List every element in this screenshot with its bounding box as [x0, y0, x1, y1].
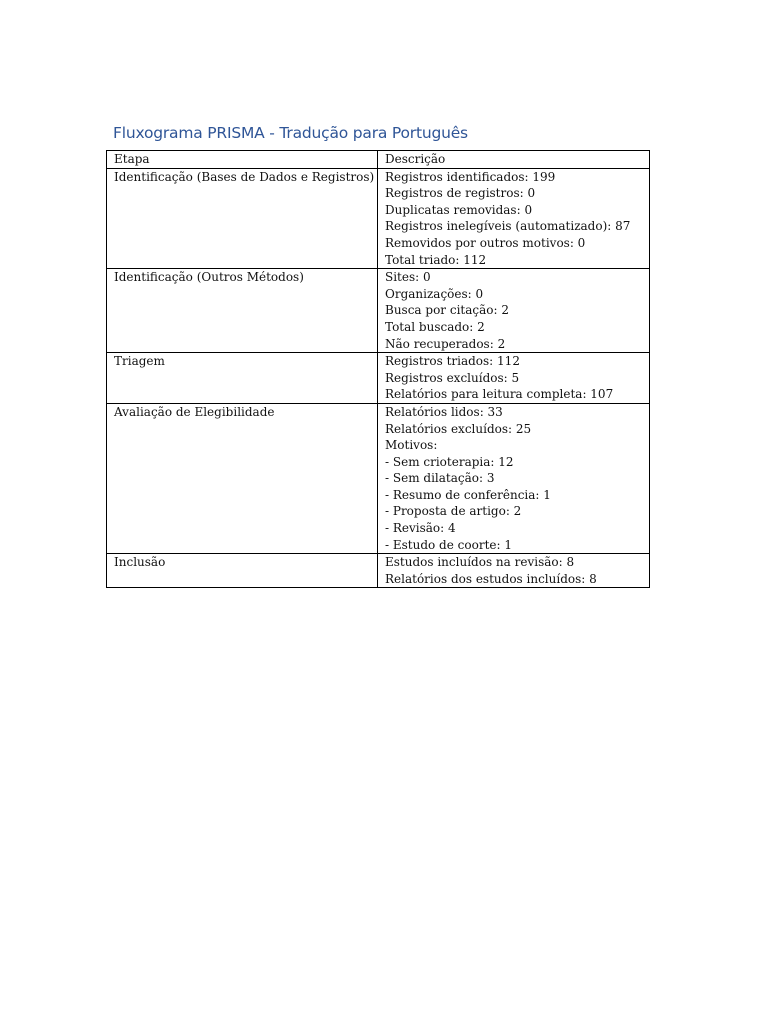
- description-line: - Estudo de coorte: 1: [385, 537, 512, 552]
- description-cell: [378, 353, 650, 404]
- description-line: Total triado: 112: [385, 252, 487, 267]
- stage-cell: Avaliação de Elegibilidade: [107, 403, 378, 553]
- description-line: Organizações: 0: [385, 286, 484, 301]
- description-line: Total buscado: 2: [385, 319, 485, 334]
- header-description: Descrição: [378, 151, 650, 169]
- description-cell: [378, 554, 650, 588]
- description-line: Sites: 0: [385, 270, 431, 285]
- stage-cell: Inclusão: [107, 554, 378, 588]
- description-line: - Revisão: 4: [385, 521, 456, 536]
- prisma-table: [106, 150, 650, 588]
- description-line: - Sem crioterapia: 12: [385, 454, 514, 469]
- description-line: Motivos:: [385, 438, 438, 453]
- description-line: Registros de registros: 0: [385, 186, 536, 201]
- description-line: Estudos incluídos na revisão: 8: [385, 555, 575, 570]
- description-line: Registros identificados: 199: [385, 169, 556, 184]
- description-line: - Resumo de conferência: 1: [385, 487, 551, 502]
- description-line: Relatórios para leitura completa: 107: [385, 387, 614, 402]
- description-cell: [378, 403, 650, 553]
- description-line: Removidos por outros motivos: 0: [385, 235, 586, 250]
- description-line: - Proposta de artigo: 2: [385, 504, 522, 519]
- description-line: Não recuperados: 2: [385, 336, 506, 351]
- description-line: Duplicatas removidas: 0: [385, 202, 533, 217]
- description-line: Relatórios excluídos: 25: [385, 421, 532, 436]
- description-line: Busca por citação: 2: [385, 303, 509, 318]
- stage-cell: Identificação (Outros Métodos): [107, 269, 378, 353]
- table-row: [107, 269, 650, 353]
- table-row: [107, 353, 650, 404]
- stage-cell: Triagem: [107, 353, 378, 404]
- description-line: Registros excluídos: 5: [385, 370, 520, 385]
- description-line: Relatórios lidos: 33: [385, 404, 503, 419]
- table-row: [107, 554, 650, 588]
- description-cell: [378, 269, 650, 353]
- description-line: Relatórios dos estudos incluídos: 8: [385, 571, 597, 586]
- header-stage: Etapa: [107, 151, 378, 169]
- table-row: [107, 403, 650, 553]
- table-row: [107, 168, 650, 269]
- stage-cell: Identificação (Bases de Dados e Registros): [107, 168, 378, 269]
- document-title: Fluxograma PRISMA - Tradução para Português: [113, 124, 468, 142]
- table-header-row: [107, 151, 650, 169]
- description-cell: [378, 168, 650, 269]
- description-line: Registros inelegíveis (automatizado): 87: [385, 219, 631, 234]
- description-line: - Sem dilatação: 3: [385, 471, 495, 486]
- description-line: Registros triados: 112: [385, 354, 520, 369]
